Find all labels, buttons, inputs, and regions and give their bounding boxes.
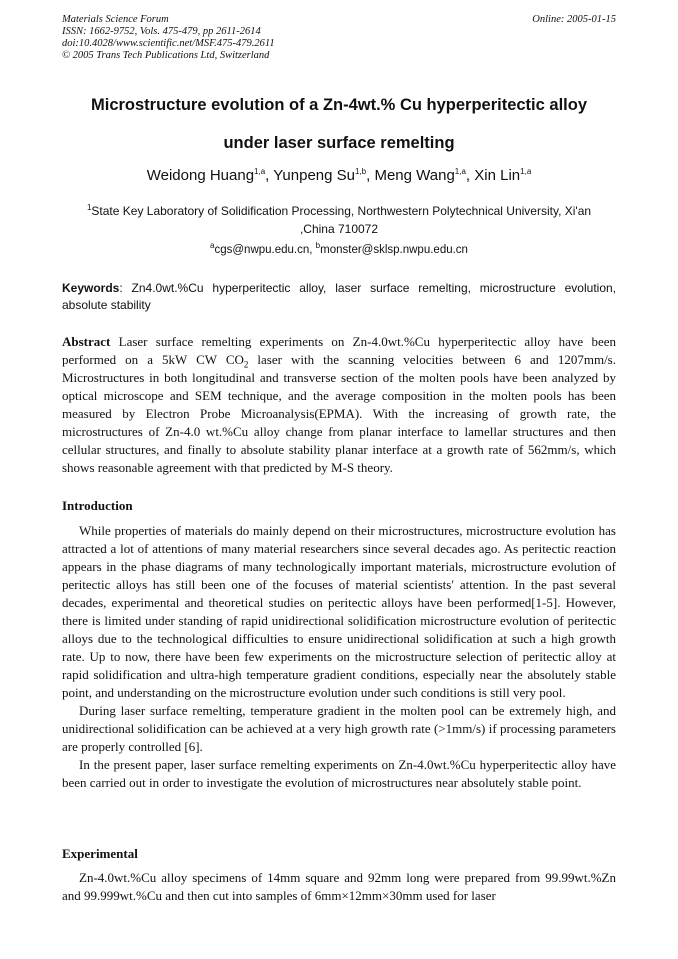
affiliation-mark: 1 xyxy=(86,203,92,212)
online-date: Online: 2005-01-15 xyxy=(532,14,616,25)
abstract-text-1: Laser surface remelting experiments on Zn-4.0wt.%Cu hyperperitectic alloy have been performed on a 5kW CW CO xyxy=(62,334,616,367)
author-name: Meng Wang xyxy=(374,167,455,184)
email-a: cgs@nwpu.edu.cn, xyxy=(214,244,316,256)
author xyxy=(273,167,374,184)
affiliation-line-1 xyxy=(62,202,616,220)
experimental-section xyxy=(62,869,616,905)
keywords xyxy=(62,280,616,314)
author xyxy=(474,167,531,184)
author-affil-mark: 1,b xyxy=(355,167,367,176)
experimental-heading: Experimental xyxy=(62,846,138,861)
author-name: Weidong Huang xyxy=(146,167,255,184)
introduction-heading: Introduction xyxy=(62,498,133,513)
author-affil-mark: 1,a xyxy=(454,167,466,176)
paragraph: In the present paper, laser surface remelting experiments on Zn-4.0wt.%Cu hyperperitectic alloy have been carried out in order to investigate the evolution of microstructures near absolutely stable point. xyxy=(62,757,616,790)
copyright-line: © 2005 Trans Tech Publications Ltd, Switzerland xyxy=(62,50,270,61)
doi-line: doi:10.4028/www.scientific.net/MSF.475-479.2611 xyxy=(62,38,275,49)
journal-header xyxy=(62,14,616,62)
title-line-2: under laser surface remelting xyxy=(223,134,455,152)
author-separator: , xyxy=(465,167,475,184)
affiliation-text: State Key Laboratory of Solidification Processing, Northwestern Polytechnical University, Xi'an xyxy=(91,204,592,218)
author-separator: , xyxy=(265,167,274,184)
author xyxy=(374,167,474,184)
author-emails xyxy=(62,242,616,258)
email-mark-b: b xyxy=(315,241,321,251)
abstract-subscript: 2 xyxy=(243,359,249,370)
journal-name: Materials Science Forum xyxy=(62,14,169,25)
issn-line: ISSN: 1662-9752, Vols. 475-479, pp 2611-2614 xyxy=(62,26,261,37)
affiliation xyxy=(62,202,616,238)
paper-title xyxy=(62,86,616,162)
author xyxy=(147,167,274,184)
author-separator: , xyxy=(366,167,375,184)
email-b: monster@sklsp.nwpu.edu.cn xyxy=(320,244,468,256)
affiliation-line-2: ,China 710072 xyxy=(299,222,379,236)
author-affil-mark: 1,a xyxy=(520,167,532,176)
abstract xyxy=(62,333,616,477)
author-list xyxy=(62,166,616,186)
paragraph: During laser surface remelting, temperature gradient in the molten pool can be extremely high, and unidirectional solidification can be achieved at a very high growth rate (>1mm/s) if processing parameters are properly controlled [6]. xyxy=(62,703,616,754)
email-mark-a: a xyxy=(210,241,215,251)
keywords-text: : Zn4.0wt.%Cu hyperperitectic alloy, laser surface remelting, microstructure evolution, absolute stability xyxy=(62,281,616,312)
keywords-label: Keywords xyxy=(62,281,120,295)
introduction-section xyxy=(62,522,616,792)
author-affil-mark: 1,a xyxy=(254,167,266,176)
author-name: Xin Lin xyxy=(474,167,521,184)
paragraph: While properties of materials do mainly depend on their microstructures, microstructure evolution has attracted a lot of attentions of many material researchers since several decades ago. As peritectic reaction appears in the phase diagrams of many technologically important materials, microstructure evolution of peritectic alloys has still been one of the focuses of material scientists′ attention. In the past several decades, experimental and theoretical studies on peritectic alloys have been performed[1-5]. However, there is limited under standing of rapid unidirectional solidification microstructure evolution of peritectic alloys due to the technological difficulties to ensure unidirectional solidification at such a high growth rate. Up to now, there have been few experiments on the microstructure selection of peritectic alloy at rapid solidification and ultra-high temperature gradient conditions, especially near the absolutely stable point, and understanding on the microstructure evolution under such conditions is still very pool. xyxy=(62,523,616,700)
title-line-1: Microstructure evolution of a Zn-4wt.% Cu hyperperitectic alloy xyxy=(91,96,587,114)
abstract-text-2: laser with the scanning velocities between 6 and 1207mm/s. Microstructures in both longitudinal and transverse section of the molten pools have been analyzed by optical microscope and SEM technique, and the average composition in the molten pools has been measured by Electron Probe Microanalysis(EPMA). With the increasing of growth rate, the microstructures of Zn-4.0 wt.%Cu alloy change from planar interface to lamellar structures and then cellular structures, and finally to absolute stability planar interface at a growth rate of 562mm/s, which shows reasonable agreement with that predicted by M-S theory. xyxy=(62,352,616,475)
paragraph: Zn-4.0wt.%Cu alloy specimens of 14mm square and 92mm long were prepared from 99.99wt.%Zn and 99.999wt.%Cu and then cut into samples of 6mm×12mm×30mm used for laser xyxy=(62,870,616,903)
author-name: Yunpeng Su xyxy=(273,167,355,184)
abstract-label: Abstract xyxy=(62,334,111,349)
